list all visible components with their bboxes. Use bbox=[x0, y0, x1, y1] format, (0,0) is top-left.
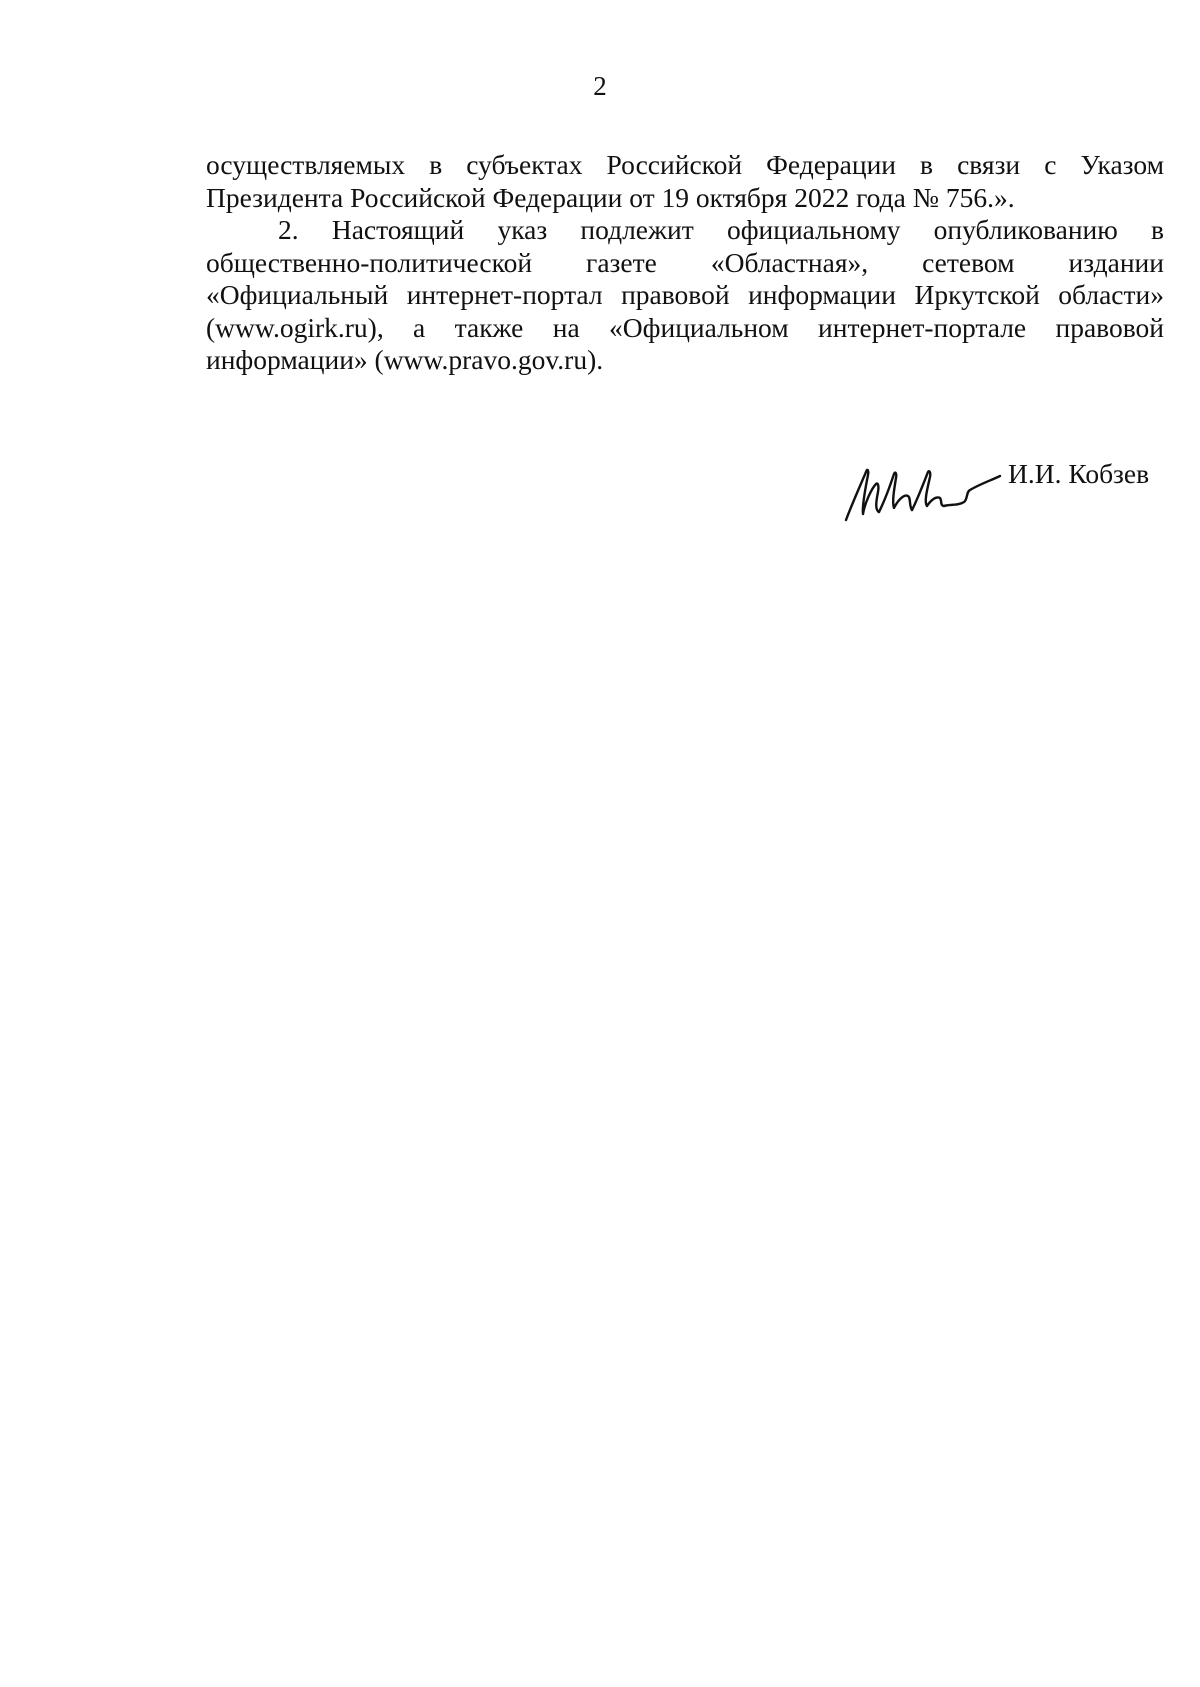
text-line: (www.ogirk.ru), а также на «Официальном интернет-портале правовой bbox=[206, 311, 1164, 343]
handwritten-signature bbox=[832, 452, 1002, 532]
text-line: 2. Настоящий указ подлежит официальному опубликованию в bbox=[278, 214, 1164, 245]
text-line: общественно-политической газете «Областная», сетевом издании bbox=[206, 246, 1164, 278]
page-number: 2 bbox=[593, 71, 607, 101]
text-line: информации» (www.pravo.gov.ru). bbox=[206, 344, 604, 375]
text-line: осуществляемых в субъектах Российской Федерации в связи с Указом bbox=[206, 149, 1164, 180]
signature-block bbox=[832, 452, 1172, 532]
document-body bbox=[206, 149, 1164, 377]
text-line: Президента Российской Федерации от 19 октября 2022 года № 756.». bbox=[206, 181, 1015, 213]
paragraph-2 bbox=[206, 214, 1164, 377]
signatory-name: И.И. Кобзев bbox=[1008, 458, 1150, 489]
paragraph-continued bbox=[206, 149, 1164, 214]
text-line: «Официальный интернет-портал правовой информации Иркутской области» bbox=[206, 279, 1164, 310]
